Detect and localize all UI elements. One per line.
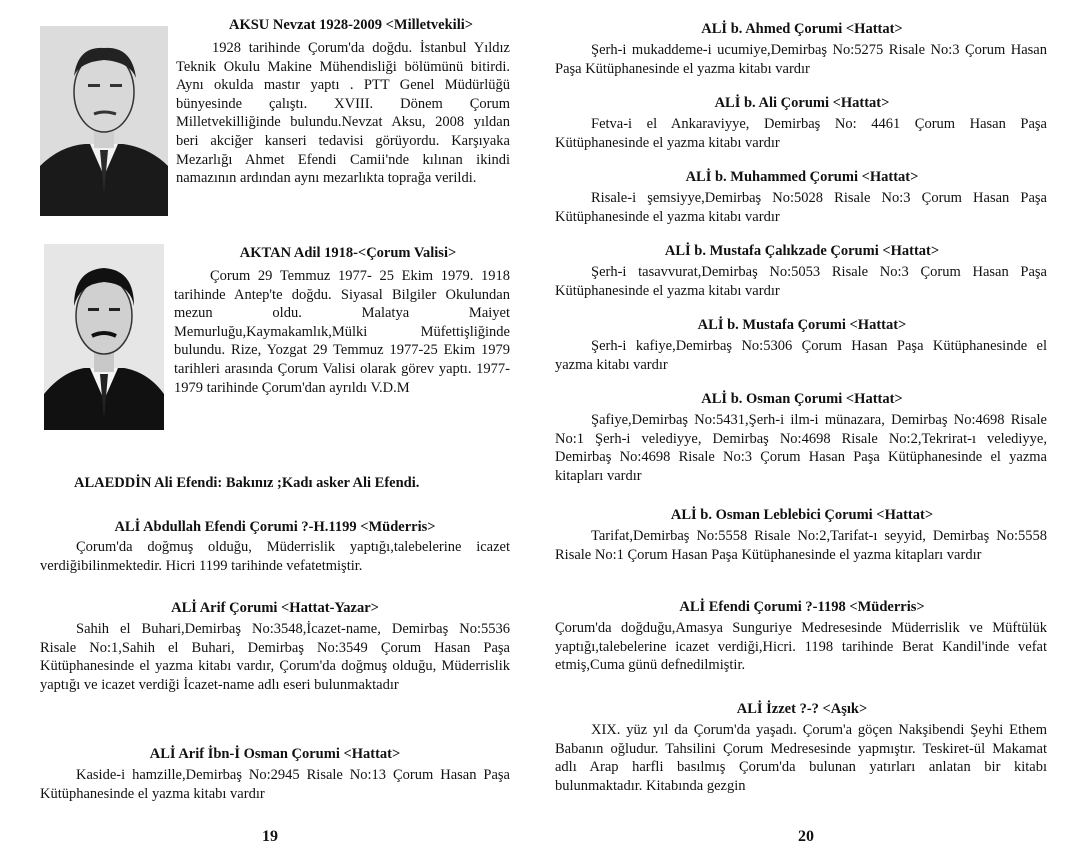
entry-body: Şerh-i kafiye,Demirbaş No:5306 Çorum Hasan Paşa Kütüphanesinde el yazma kitabı vardır <box>555 338 1047 373</box>
entry-body: Şerh-i tasavvurat,Demirbaş No:5053 Risale No:3 Çorum Hasan Paşa Kütüphanesinde el yazma kitabı vardır <box>555 264 1047 299</box>
entry-heading: ALİ b. Mustafa Çalıkzade Çorumi <Hattat> <box>664 243 940 259</box>
entry-heading: ALİ b. Osman Leblebici Çorumi <Hattat> <box>670 507 934 523</box>
entry-heading: ALİ Abdullah Efendi Çorumi ?-H.1199 <Müderris> <box>114 519 436 535</box>
entry-heading: ALİ b. Mustafa Çorumi <Hattat> <box>697 317 907 333</box>
entry-body: Çorum'da doğduğu,Amasya Sunguriye Medresesinde Müderrislik ve Müftülük yaptığı,talebelerine icazet verdiği,Hicri. 1198 tarihinde Berat Kandil'inde vefat etmiş,Cuma günü defnedilmiştir. <box>555 620 1047 674</box>
entry-heading: ALİ İzzet ?-? <Aşık> <box>736 701 868 717</box>
entry-body: Risale-i şemsiyye,Demirbaş No:5028 Risale No:3 Çorum Hasan Paşa Kütüphanesinde el yazma kitabı vardır <box>555 190 1047 225</box>
entry-heading: AKTAN Adil 1918-<Çorum Valisi> <box>239 245 457 261</box>
entry-body: XIX. yüz yıl da Çorum'da yaşadı. Çorum'a göçen Nakşibendi Şeyhi Ethem Babanın oğludur. Tahsilini Çorum Medresesinde yapmıştır. Teskiret-ül Makamat adlı Arap harfli basılmış Çorum'da bulunan yatırları anlatan bir kitabı bulunmaktadır. Kitabında gezgin <box>555 722 1047 794</box>
right-page <box>537 0 1074 865</box>
portrait-photo-aksu <box>40 26 168 216</box>
entry-heading: AKSU Nevzat 1928-2009 <Milletvekili> <box>228 17 474 33</box>
entry-body: Fetva-i el Ankaraviyye, Demirbaş No: 4461 Çorum Hasan Paşa Kütüphanesinde el yazma kitabı vardır <box>555 116 1047 151</box>
entry-body: Şafiye,Demirbaş No:5431,Şerh-i ilm-i münazara, Demirbaş No:4698 Risale No:1 Şerh-i velediyye, Demirbaş No:4698 Risale No:2,Tekrirat-ı velediyye, Demirbaş No:4698 Risale No:3 Çorum Hasan Paşa Kütüphanesinde el yazma kitapları vardır <box>555 412 1047 484</box>
entry-heading: ALİ b. Ali Çorumi <Hattat> <box>714 95 890 111</box>
entry-body: Çorum 29 Temmuz 1977- 25 Ekim 1979. 1918 tarihinde Antep'te doğdu. Siyasal Bilgiler Okulundan mezun oldu. Malatya Maiyet Memurluğu,Kaymakamlık,Mülki Müfettişliğinde bulundu. Rize, Yozgat 29 Temmuz 1977-25 Ekim 1979 tarihleri arasında Çorum Valisi olarak görev yaptı. 1977-1979 tarihinde Çorum'dan ayrıldı V.D.M <box>174 268 510 396</box>
entry-body: Sahih el Buhari,Demirbaş No:3548,İcazet-name, Demirbaş No:5536 Risale No:1,Sahih el Buhari, Demirbaş No:3549 Çorum Hasan Paşa Kütüphanesinde el yazma kitabı vardır, Çorum'da doğmuş olduğu, Müderrislik yaptığı ve icazet verdiği İcazet-name adlı eseri bulunmaktadır <box>40 621 510 693</box>
entry-heading: ALİ Arif Çorumi <Hattat-Yazar> <box>171 600 379 616</box>
page-number: 20 <box>798 828 814 845</box>
entry-heading: ALİ b. Muhammed Çorumi <Hattat> <box>685 169 919 185</box>
entry-heading: ALAEDDİN Ali Efendi: Bakınız ;Kadı asker Ali Efendi. <box>74 475 420 491</box>
entry-heading: ALİ b. Ahmed Çorumi <Hattat> <box>701 21 903 37</box>
entry-body: Kaside-i hamzille,Demirbaş No:2945 Risale No:13 Çorum Hasan Paşa Kütüphanesinde el yazma kitabı vardır <box>40 767 510 802</box>
entry-body: Tarifat,Demirbaş No:5558 Risale No:2,Tarifat-ı seyyid, Demirbaş No:5558 Risale No:1 Çorum Hasan Paşa Kütüphanesinde el yazma kitapları vardır <box>555 528 1047 563</box>
entry-body: Çorum'da doğmuş olduğu, Müderrislik yaptığı,talebelerine icazet verdiğibilinmektedir. Hicri 1199 tarihinde vefatetmiştir. <box>40 539 510 574</box>
entry-heading: ALİ b. Osman Çorumi <Hattat> <box>701 391 903 407</box>
page-number: 19 <box>262 828 278 845</box>
entry-heading: ALİ Efendi Çorumi ?-1198 <Müderris> <box>679 599 925 615</box>
entry-heading: ALİ Arif İbn-İ Osman Çorumi <Hattat> <box>149 746 401 762</box>
entry-body: 1928 tarihinde Çorum'da doğdu. İstanbul Yıldız Teknik Okulu Makine Mühendisliği bölümünü bitirdi. Aynı okulda mastır yaptı . PTT Genel Müdürlüğü bünyesinde çalıştı. XVIII. Dönem Çorum Milletvekilliğinde bulundu.Nevzat Aksu, 2008 yıldan beri akciğer kanseri tedavisi görüyordu. Karşıyaka Mezarlığı Ahmet Efendi Camii'nde kılınan ikindi namazının ardından aynı mezarlıkta toprağa verildi. <box>176 40 510 187</box>
entry-body: Şerh-i mukaddeme-i ucumiye,Demirbaş No:5275 Risale No:3 Çorum Hasan Paşa Kütüphanesinde el yazma kitabı vardır <box>555 42 1047 77</box>
portrait-photo-aktan <box>44 244 164 430</box>
